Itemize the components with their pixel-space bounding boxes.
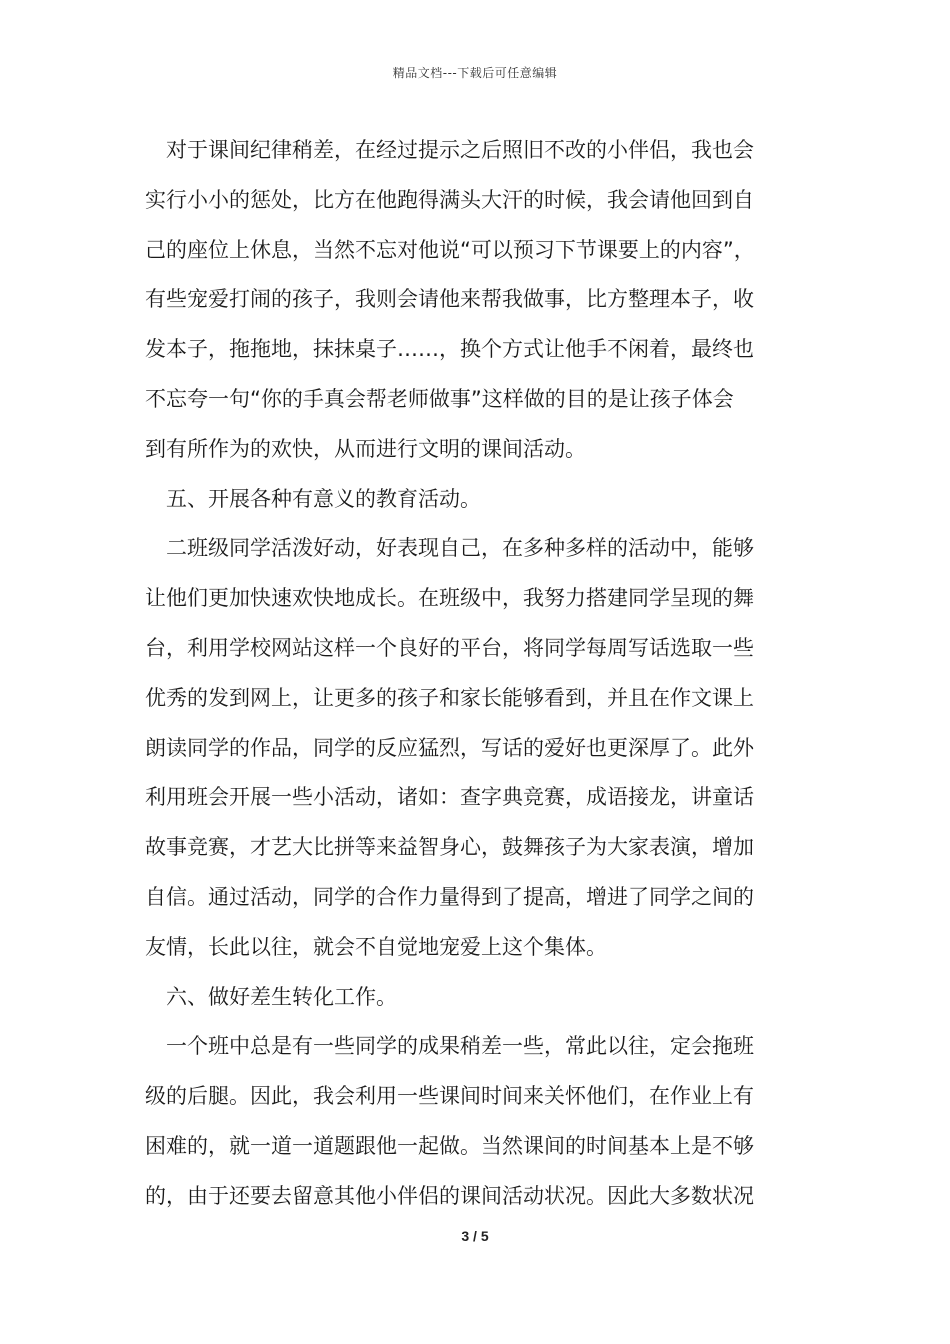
paragraph-line: 让他们更加快速欢快地成长。在班级中，我努力搭建同学呈现的舞 [145,586,754,611]
paragraph-line: 的，由于还要去留意其他小伴侣的课间活动状况。因此大多数状况 [145,1183,754,1208]
paragraph-line: 对于课间纪律稍差，在经过提示之后照旧不改的小伴侣，我也会 [166,138,754,162]
paragraph-line: 二班级同学活泼好动，好表现自己，在多种多样的活动中，能够 [166,536,754,561]
paragraph-line: 到有所作为的欢快，从而进行文明的课间活动。 [145,436,586,461]
paragraph-line: 己的座位上休息，当然不忘对他说“可以预习下节课要上的内容”， [145,237,755,262]
paragraph-line: 一个班中总是有一些同学的成果稍差一些，常此以往，定会拖班 [166,1034,754,1059]
paragraph-line: 朗读同学的作品，同学的反应猛烈，写话的爱好也更深厚了。此外 [145,735,754,760]
paragraph-line: 困难的，就一道一道题跟他一起做。当然课间的时间基本上是不够 [145,1133,754,1158]
section-heading: 六、做好差生转化工作。 [166,984,397,1009]
paragraph-line: 有些宠爱打闹的孩子，我则会请他来帮我做事，比方整理本子，收 [145,287,754,312]
page-number: 3 / 5 [461,1228,489,1244]
paragraph-line: 故事竞赛，才艺大比拼等来益智身心，鼓舞孩子为大家表演，增加 [145,835,754,860]
page-header: 精品文档---下载后可任意编辑 [392,66,558,80]
paragraph-line: 台，利用学校网站这样一个良好的平台，将同学每周写话选取一些 [145,635,754,660]
paragraph-line: 优秀的发到网上，让更多的孩子和家长能够看到，并且在作文课上 [145,685,754,710]
paragraph-line: 不忘夸一句“你的手真会帮老师做事”这样做的目的是让孩子体会 [145,386,734,411]
paragraph-line: 实行小小的惩处，比方在他跑得满头大汗的时候，我会请他回到自 [145,187,754,212]
paragraph-line: 友情，长此以往，就会不自觉地宠爱上这个集体。 [145,934,607,959]
section-heading: 五、开展各种有意义的教育活动。 [166,486,481,511]
paragraph-line: 利用班会开展一些小活动，诸如：查字典竞赛，成语接龙，讲童话 [145,785,754,810]
paragraph-line: 自信。通过活动，同学的合作力量得到了提高，增进了同学之间的 [145,884,754,909]
paragraph-line: 级的后腿。因此，我会利用一些课间时间来关怀他们，在作业上有 [145,1084,754,1109]
paragraph-line: 发本子，拖拖地，抹抹桌子……，换个方式让他手不闲着，最终也 [145,337,754,362]
document-body [145,126,810,1222]
